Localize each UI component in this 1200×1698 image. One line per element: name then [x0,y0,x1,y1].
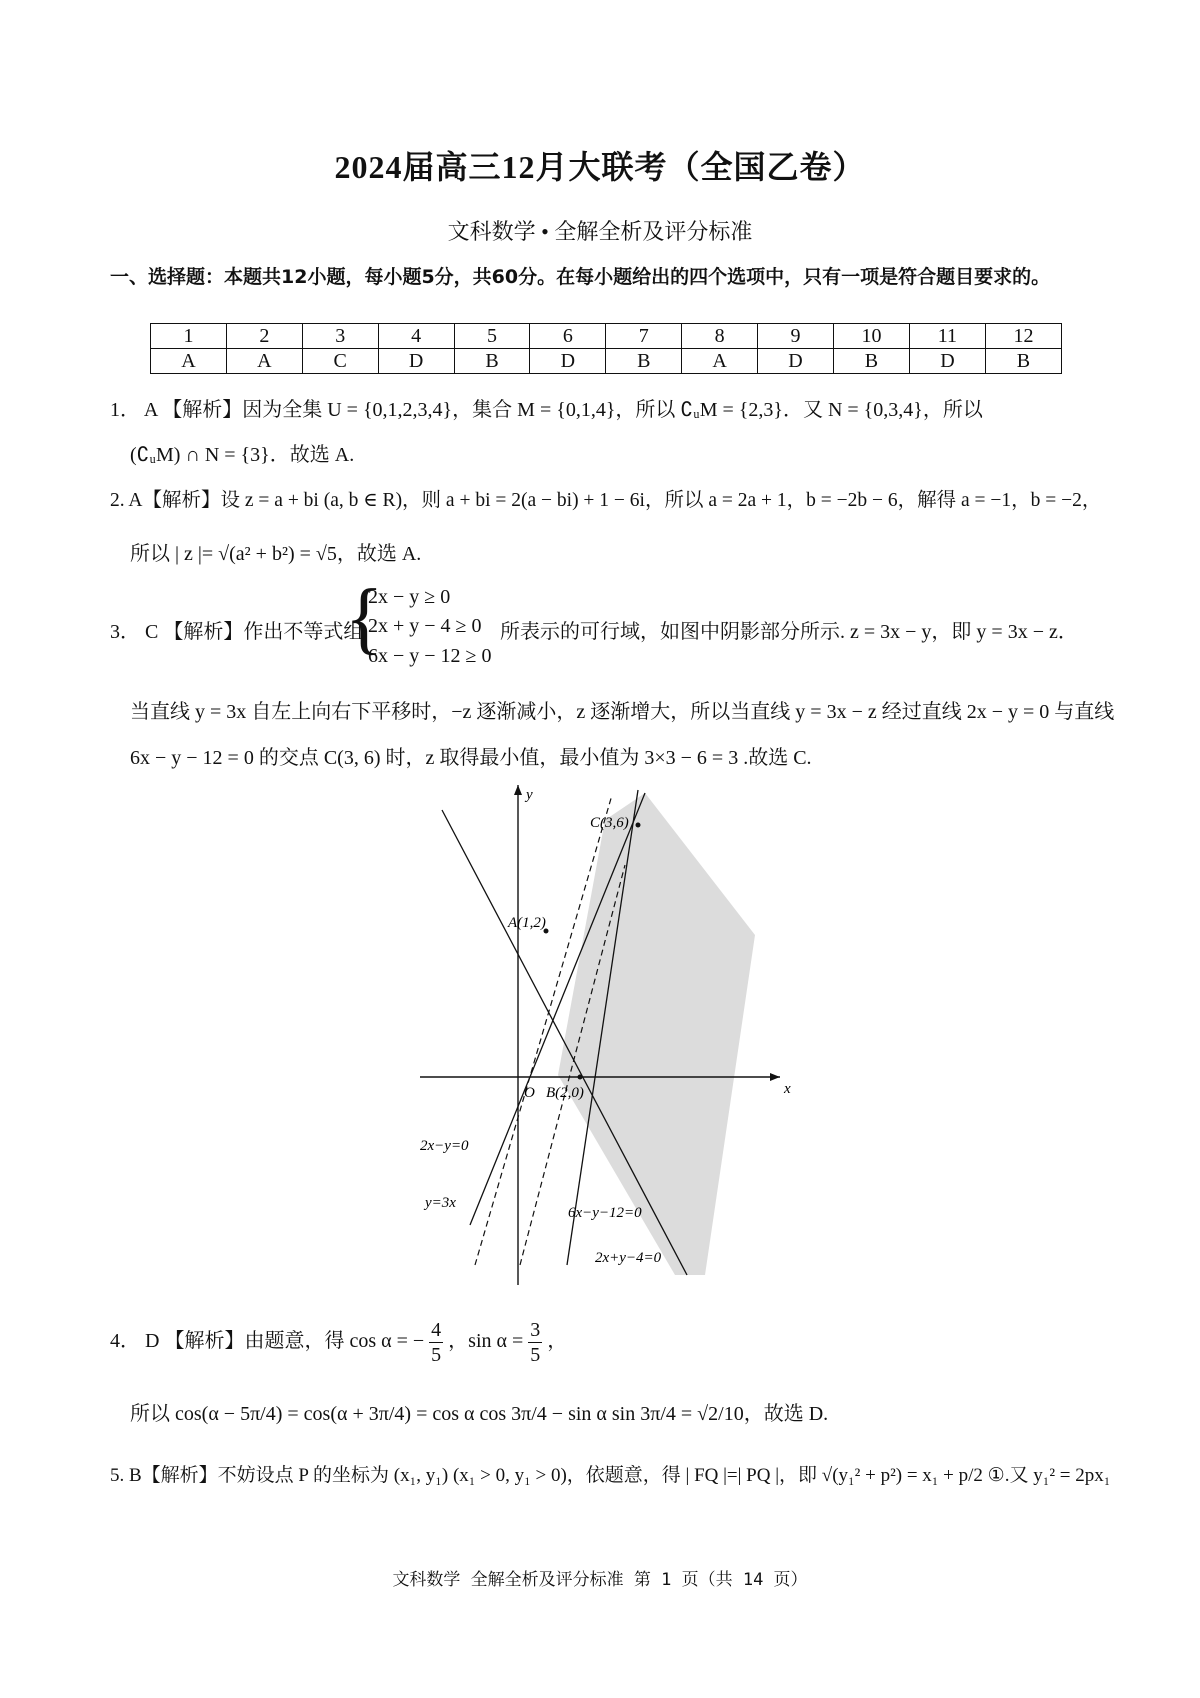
table-cell: 2 [226,324,302,349]
table-cell: 8 [682,324,758,349]
line-label-y-3x: y=3x [425,1195,456,1211]
q2-line2: 所以 | z |= √(a² + b²) = √5，故选 A. [130,543,422,565]
table-cell: D [530,349,606,374]
q4-cos-denominator: 5 [431,1344,442,1366]
table-cell: C [302,349,378,374]
table-cell: 12 [985,324,1061,349]
line-label-2x-minus-y: 2x−y=0 [420,1138,469,1154]
q3-line2: 当直线 y = 3x 自左上向右下平移时，−z 逐渐减小，z 逐渐增大，所以当直线 y = 3x − z 经过直线 2x − y = 0 与直线 [130,701,1115,723]
table-cell: B [833,349,909,374]
x-axis-label: x [784,1081,791,1097]
point-c-marker [636,823,641,828]
table-cell: 4 [378,324,454,349]
answer-table [150,323,1062,374]
page-title: 2024届高三12月大联考（全国乙卷） [334,149,866,185]
q4-prefix: 4． D 【解析】由题意，得 [110,1330,345,1353]
q3-suffix: 所表示的可行域，如图中阴影部分所示. z = 3x − y，即 y = 3x − z． [500,621,1078,643]
table-cell: B [985,349,1061,374]
point-b-marker [578,1075,583,1080]
page-footer: 文科数学 全解全析及评分标准 第 1 页（共 14 页） [392,1570,808,1590]
line-label-6x: 6x−y−12=0 [568,1205,642,1221]
table-cell: 3 [302,324,378,349]
table-cell: D [758,349,834,374]
table-cell: D [909,349,985,374]
q4-sin-numerator: 3 [530,1319,541,1341]
q2-line1: 2. A【解析】设 z = a + bi (a, b ∈ R)，则 a + bi = 2(a − bi) + 1 − 6i，所以 a = 2a + 1，b = −2b − 6，解得 a = −1，b = −2， [110,490,1102,511]
y-axis-arrow [514,785,522,795]
table-cell: D [378,349,454,374]
y-axis-label: y [526,787,533,803]
table-cell: B [606,349,682,374]
x-axis-arrow [770,1073,780,1081]
table-cell: 10 [833,324,909,349]
point-a-label: A(1,2) [508,915,546,931]
table-cell: 9 [758,324,834,349]
q4-cos-numerator: 4 [431,1319,442,1341]
q4-line1 [110,1318,567,1367]
section-heading: 一、选择题：本题共12小题，每小题5分，共60分。在每小题给出的四个选项中，只有一项是符合题目要求的。 [110,266,1051,288]
page-subtitle: 文科数学 • 全解全析及评分标准 [447,219,753,244]
q3-ineq1: 2x − y ≥ 0 [368,586,451,608]
q1-line1: 1． A 【解析】因为全集 U = {0,1,2,3,4}，集合 M = {0,1,4}，所以 ∁ᵤM = {2,3}．又 N = {0,3,4}，所以 [110,399,983,421]
q3-prefix: 3． C 【解析】作出不等式组 [110,621,364,643]
point-b-label: B(2,0) [546,1085,584,1101]
point-c-label: C(3,6) [590,815,629,831]
answer-table-answers-row [151,349,1062,374]
q4-sin-fraction [528,1318,542,1367]
table-cell: 11 [909,324,985,349]
q4-sin-denominator: 5 [530,1344,541,1366]
line-label-2x-plus-y: 2x+y−4=0 [595,1250,662,1266]
feasible-region [558,793,755,1275]
q5-line1: 5. B【解析】不妨设点 P 的坐标为 (x₁, y₁) (x₁ > 0, y₁ > 0)，依题意，得 | FQ |=| PQ |，即 √(y₁² + p²) = x₁ + p/2 ①.又 y₁² = 2px₁ [110,1465,1111,1486]
answer-table-numbers-row [151,324,1062,349]
feasible-region-graph [420,785,800,1285]
table-cell: A [226,349,302,374]
q4-sin-label: ，sin α = [448,1330,524,1353]
table-cell: A [151,349,227,374]
origin-label: O [524,1085,535,1101]
q4-line2: 所以 cos(α − 5π/4) = cos(α + 3π/4) = cos α cos 3π/4 − sin α sin 3π/4 = √2/10，故选 D. [130,1403,829,1425]
q4-cos-label: cos α = − [349,1330,425,1353]
table-cell: 5 [454,324,530,349]
q3-ineq2: 2x + y − 4 ≥ 0 [368,615,482,637]
table-cell: B [454,349,530,374]
brace-symbol: { [345,574,384,662]
table-cell: A [682,349,758,374]
q4-line1-end: ， [547,1330,568,1353]
q3-ineq3: 6x − y − 12 ≥ 0 [368,645,492,667]
table-cell: 7 [606,324,682,349]
q4-cos-fraction [429,1318,443,1367]
table-cell: 1 [151,324,227,349]
q3-line3: 6x − y − 12 = 0 的交点 C(3, 6) 时，z 取得最小值，最小值为 3×3 − 6 = 3 .故选 C. [130,747,812,769]
q1-line2: (∁ᵤM) ∩ N = {3}．故选 A. [130,444,355,466]
table-cell: 6 [530,324,606,349]
